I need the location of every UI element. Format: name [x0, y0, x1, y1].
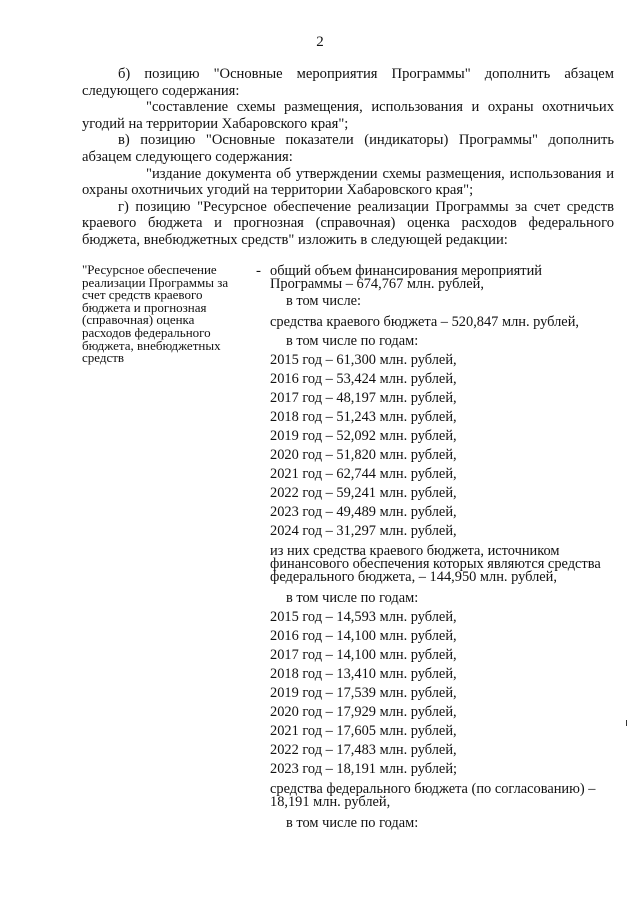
- federal-year-row: 2019 год – 17,539 млн. рублей,: [270, 685, 457, 701]
- regional-year-row: 2016 год – 53,424 млн. рублей,: [270, 371, 457, 387]
- federal-year-row: 2015 год – 14,593 млн. рублей,: [270, 609, 457, 625]
- regional-year-row: 2021 год – 62,744 млн. рублей,: [270, 466, 457, 482]
- regional-year-row: 2023 год – 49,489 млн. рублей,: [270, 504, 457, 520]
- resource-label: "Ресурсное обеспечение реализации Программы за счет средств краевого бюджета и прогнозная (справочная) оценка расходов федерального бюджета, внебюджетных средств: [82, 262, 229, 366]
- regional-year-row: 2024 год – 31,297 млн. рублей,: [270, 523, 457, 539]
- federal-year-row: 2022 год – 17,483 млн. рублей,: [270, 742, 457, 758]
- regional-year-row: 2022 год – 59,241 млн. рублей,: [270, 485, 457, 501]
- paragraph-v-quote: "издание документа об утверждении схемы размещения, использования и охраны охотничьих угодий на территории Хабаровского края";: [82, 165, 614, 199]
- regional-year-row: 2017 год – 48,197 млн. рублей,: [270, 390, 457, 406]
- intro-text: [82, 66, 614, 249]
- total-funding: общий объем финансирования мероприятий Программы – 674,767 млн. рублей,: [270, 263, 542, 292]
- paragraph-b: б) позицию "Основные мероприятия Программы" дополнить абзацем следующего содержания:: [82, 66, 614, 99]
- federal-year-row: 2018 год – 13,410 млн. рублей,: [270, 666, 457, 682]
- regional-year-row: 2018 год – 51,243 млн. рублей,: [270, 409, 457, 425]
- page-number: 2: [316, 34, 324, 50]
- paragraph-b-quote: "составление схемы размещения, использования и охраны охотничьих угодий на территории Хабаровского края";: [82, 99, 614, 132]
- by-years-label: в том числе по годам:: [286, 590, 419, 606]
- regional-year-row: 2020 год – 51,820 млн. рублей,: [270, 447, 457, 463]
- federal-year-row: 2020 год – 17,929 млн. рублей,: [270, 704, 457, 720]
- regional-year-row: 2015 год – 61,300 млн. рублей,: [270, 352, 457, 368]
- by-years-label: в том числе по годам:: [286, 815, 419, 831]
- paragraph-g: г) позицию "Ресурсное обеспечение реализации Программы за счет средств краевого бюджета и прогнозная (справочная) оценка расходов федерального бюджета, внебюджетных средств" изложить в следующей редакции:: [82, 198, 614, 248]
- list-dash: -: [256, 263, 261, 279]
- by-years-label: в том числе по годам:: [286, 333, 419, 349]
- federal-source: из них средства краевого бюджета, источником финансового обеспечения которых являются средства федерального бюджета, – 144,950 млн. рублей,: [270, 543, 601, 585]
- paragraph-v: в) позицию "Основные показатели (индикаторы) Программы" дополнить абзацем следующего содержания:: [82, 132, 614, 165]
- federal-year-row: 2017 год – 14,100 млн. рублей,: [270, 647, 457, 663]
- including-label: в том числе:: [286, 293, 362, 309]
- federal-year-row: 2016 год – 14,100 млн. рублей,: [270, 628, 457, 644]
- federal-year-row: 2023 год – 18,191 млн. рублей;: [270, 761, 458, 777]
- regional-budget: средства краевого бюджета – 520,847 млн. рублей,: [270, 314, 579, 330]
- regional-year-row: 2019 год – 52,092 млн. рублей,: [270, 428, 457, 444]
- scan-mark: [626, 720, 627, 726]
- federal-budget: средства федерального бюджета (по согласованию) – 18,191 млн. рублей,: [270, 781, 596, 810]
- federal-year-row: 2021 год – 17,605 млн. рублей,: [270, 723, 457, 739]
